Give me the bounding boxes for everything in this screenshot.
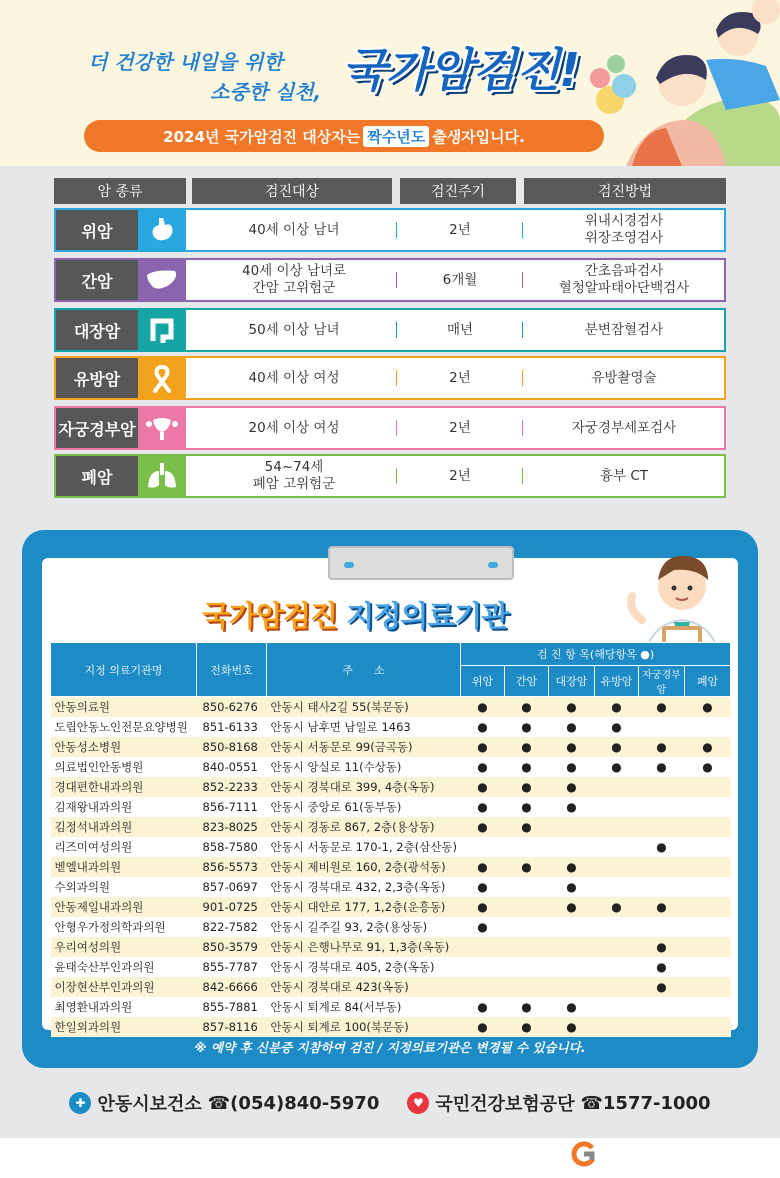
item-mark: ● <box>656 959 667 974</box>
item-mark: ● <box>685 737 731 757</box>
item-mark: ● <box>656 839 667 854</box>
target-year-banner <box>84 120 604 152</box>
table-row <box>51 817 731 837</box>
cancer-row <box>54 356 726 400</box>
table-row <box>51 997 731 1017</box>
item-mark: ● <box>477 799 488 814</box>
item-mark: ● <box>461 817 505 837</box>
table-row <box>51 1017 731 1037</box>
clinic-phone: 901-0725 <box>197 897 267 917</box>
item-mark: ● <box>461 1017 505 1037</box>
target-line1: 50세 이상 남녀 <box>248 321 340 338</box>
item-mark <box>549 817 595 837</box>
clinic-address: 안동시 퇴계로 84(서부동) <box>270 999 402 1014</box>
table-row <box>51 857 731 877</box>
item-mark <box>505 877 549 897</box>
item-mark: ● <box>566 719 577 734</box>
item-mark <box>685 957 731 977</box>
item-mark: ● <box>702 759 713 774</box>
target-line1: 20세 이상 여성 <box>248 419 340 436</box>
target-cell <box>196 456 392 496</box>
method-cell <box>526 456 722 496</box>
clinic-name: 김재왕내과의원 <box>54 799 133 814</box>
table-row <box>51 837 731 857</box>
item-mark: ● <box>521 759 532 774</box>
header-method: 검진방법 <box>524 178 726 204</box>
clinic-phone: 851-6133 <box>202 719 258 734</box>
target-cell <box>196 210 392 250</box>
method-line1: 유방촬영술 <box>591 369 657 386</box>
clinic-phone: 822-7582 <box>202 919 258 934</box>
cancer-name: 위암 <box>56 210 138 250</box>
header-target: 검진대상 <box>192 178 392 204</box>
item-mark: ● <box>595 737 639 757</box>
item-mark <box>461 977 505 997</box>
item-mark: ● <box>505 817 549 837</box>
item-mark: ● <box>549 697 595 717</box>
contact-health-center <box>69 1090 379 1116</box>
item-mark <box>461 837 505 857</box>
clinic-phone: 856-5573 <box>197 857 267 877</box>
item-mark <box>639 1017 685 1037</box>
item-mark <box>505 897 549 917</box>
clinic-name: 안형우가정의학과의원 <box>54 919 166 934</box>
org2-phone[interactable]: ☎1577-1000 <box>580 1092 711 1114</box>
org1-name: 안동시보건소 <box>97 1094 202 1115</box>
page-title: 국가암검진! <box>342 43 580 97</box>
clinic-name: 최영환내과의원 <box>54 999 133 1014</box>
item-mark <box>595 1017 639 1037</box>
clinic-phone: 858-7580 <box>202 839 258 854</box>
clinic-name: 벧엘내과의원 <box>51 857 197 877</box>
cancer-name: 자궁경부암 <box>56 408 138 448</box>
tagline-line1: 더 건강한 내일을 위한 <box>88 50 283 74</box>
banner-suffix: 출생자입니다. <box>432 127 525 146</box>
uterus-icon <box>138 408 186 448</box>
item-mark <box>685 857 731 877</box>
item-mark: ● <box>461 697 505 717</box>
target-cell <box>196 310 392 350</box>
item-mark: ● <box>461 857 505 877</box>
item-mark <box>549 917 595 937</box>
item-mark: ● <box>505 737 549 757</box>
method-cell <box>526 260 722 300</box>
clinic-address: 안동시 경북대로 405, 2층(옥동) <box>270 959 435 974</box>
method-line2: 위장조영검사 <box>584 230 664 246</box>
item-mark <box>685 817 731 837</box>
family-illustration <box>586 0 780 166</box>
method-cell <box>526 358 722 398</box>
item-mark <box>685 977 731 997</box>
item-mark <box>639 877 685 897</box>
cycle-cell: 2년 <box>449 221 471 238</box>
target-cell <box>196 358 392 398</box>
col-item-lung: 폐암 <box>685 666 731 697</box>
item-mark: ● <box>477 719 488 734</box>
item-mark <box>461 957 505 977</box>
clinic-name: 안동제일내과의원 <box>51 897 197 917</box>
clinic-phone: 855-7787 <box>202 959 258 974</box>
stomach-icon <box>138 210 186 250</box>
cycle-cell: 2년 <box>449 419 471 436</box>
item-mark: ● <box>461 897 505 917</box>
clinic-address: 안동시 은행나무로 91, 1,3층(옥동) <box>267 937 461 957</box>
clinic-phone: 840-0551 <box>202 759 258 774</box>
target-line2: 간암 고위험군 <box>252 280 336 296</box>
item-mark <box>505 917 549 937</box>
banner-prefix: 2024년 국가암검진 대상자는 <box>163 127 361 146</box>
item-mark <box>685 837 731 857</box>
table-row <box>51 777 731 797</box>
clinic-address: 안동시 대안로 177, 1,2층(운흥동) <box>267 897 461 917</box>
clinic-address: 안동시 경동로 867, 2층(용상동) <box>267 817 461 837</box>
item-mark <box>505 957 549 977</box>
item-mark <box>595 877 639 897</box>
clinic-name: 의료법인안동병원 <box>54 759 144 774</box>
item-mark: ● <box>549 857 595 877</box>
item-mark <box>685 897 731 917</box>
clinic-address: 안동시 퇴계로 100(북문동) <box>267 1017 461 1037</box>
item-mark: ● <box>461 737 505 757</box>
item-mark <box>595 817 639 837</box>
clinic-name: 김정석내과의원 <box>51 817 197 837</box>
item-mark <box>505 977 549 997</box>
item-mark <box>639 857 685 877</box>
method-cell <box>526 210 722 250</box>
item-mark <box>685 1017 731 1037</box>
target-line1: 40세 이상 남녀로 <box>241 263 346 279</box>
liver-icon <box>138 260 186 300</box>
clinic-address: 안동시 앙실로 11(수상동) <box>270 759 402 774</box>
colon-icon <box>138 310 186 350</box>
target-line1: 40세 이상 여성 <box>248 369 340 386</box>
item-mark <box>505 937 549 957</box>
item-mark: ● <box>505 857 549 877</box>
item-mark <box>639 997 685 1017</box>
item-mark: ● <box>549 897 595 917</box>
clinic-table <box>50 642 731 1037</box>
method-line1: 흉부 CT <box>599 467 649 484</box>
item-mark <box>595 937 639 957</box>
health-center-logo-icon: ✚ <box>69 1092 91 1114</box>
col-items-group: 검 진 항 목(해당항목 ●) <box>461 643 731 666</box>
ribbon-icon <box>138 358 186 398</box>
cancer-name: 폐암 <box>56 456 138 496</box>
clinic-phone: 857-8116 <box>197 1017 267 1037</box>
lungs-icon <box>138 456 186 496</box>
item-mark <box>639 797 685 817</box>
item-mark: ● <box>566 999 577 1014</box>
clinic-name: 한일외과의원 <box>51 1017 197 1037</box>
clinic-address: 안동시 경북대로 399, 4층(옥동) <box>267 777 461 797</box>
item-mark <box>685 797 731 817</box>
cancer-row <box>54 208 726 252</box>
clinic-phone: 842-6666 <box>197 977 267 997</box>
item-mark: ● <box>477 759 488 774</box>
table-row <box>51 717 731 737</box>
item-mark: ● <box>639 977 685 997</box>
nhis-logo-icon: ♥ <box>407 1092 429 1114</box>
clinic-phone: 857-0697 <box>202 879 258 894</box>
footer-contacts <box>0 1086 780 1120</box>
table-row <box>51 797 731 817</box>
cancer-row <box>54 406 726 450</box>
item-mark <box>595 917 639 937</box>
clinic-address: 안동시 경북대로 432, 2,3층(옥동) <box>270 879 446 894</box>
clinic-address: 안동시 서동문로 170-1, 2층(삼산동) <box>270 839 458 854</box>
header-cycle: 검진주기 <box>400 178 516 204</box>
tagline-line2: 소중한 실천, <box>210 80 322 104</box>
item-mark: ● <box>685 697 731 717</box>
method-cell <box>526 408 722 448</box>
target-line1: 54~74세 <box>264 459 324 475</box>
item-mark: ● <box>611 719 622 734</box>
clipboard-sheet <box>42 558 738 1034</box>
item-mark: ● <box>505 1017 549 1037</box>
cancer-name: 간암 <box>56 260 138 300</box>
method-line2: 혈청알파태아단백검사 <box>558 280 690 296</box>
item-mark: ● <box>461 777 505 797</box>
header-cancer-type: 암 종류 <box>54 178 186 204</box>
clinic-section <box>0 510 780 1138</box>
method-line1: 자궁경부세포검사 <box>571 419 677 436</box>
item-mark <box>549 977 595 997</box>
clinic-name: 안동의료원 <box>51 697 197 717</box>
clinic-name: 수외과의원 <box>54 879 111 894</box>
item-mark <box>595 997 639 1017</box>
target-line2: 폐암 고위험군 <box>252 476 336 492</box>
col-address: 주 소 <box>267 643 461 697</box>
item-mark <box>595 857 639 877</box>
cycle-cell: 6개월 <box>442 271 478 288</box>
clinic-phone: 850-8168 <box>197 737 267 757</box>
item-mark: ● <box>549 777 595 797</box>
clinic-address: 안동시 서동문로 99(금곡동) <box>267 737 461 757</box>
clinic-name: 경대편한내과의원 <box>51 777 197 797</box>
clinic-name: 리즈미여성의원 <box>54 839 133 854</box>
target-line1: 40세 이상 남녀 <box>248 221 340 238</box>
item-mark: ● <box>639 897 685 917</box>
item-mark: ● <box>505 777 549 797</box>
clinic-address: 안동시 길주길 93, 2층(용상동) <box>270 919 428 934</box>
cancer-row <box>54 454 726 498</box>
table-row <box>51 697 731 717</box>
org1-phone[interactable]: ☎(054)840-5970 <box>207 1092 380 1114</box>
item-mark <box>639 817 685 837</box>
item-mark: ● <box>566 759 577 774</box>
item-mark <box>685 877 731 897</box>
header-banner <box>0 0 780 166</box>
target-cell <box>196 408 392 448</box>
item-mark: ● <box>595 697 639 717</box>
item-mark: ● <box>595 897 639 917</box>
item-mark <box>505 837 549 857</box>
col-name: 지정 의료기관명 <box>51 643 197 697</box>
item-mark: ● <box>477 999 488 1014</box>
item-mark <box>685 997 731 1017</box>
cancer-name: 대장암 <box>56 310 138 350</box>
table-row <box>51 957 731 977</box>
item-mark <box>595 837 639 857</box>
clinic-phone: 856-7111 <box>202 799 258 814</box>
clinic-address: 안동시 경북대로 423(옥동) <box>267 977 461 997</box>
cancer-name: 유방암 <box>56 358 138 398</box>
item-mark <box>595 777 639 797</box>
item-mark: ● <box>521 719 532 734</box>
clinic-name: 이장현산부인과의원 <box>51 977 197 997</box>
item-mark: ● <box>611 759 622 774</box>
banner-highlight: 짝수년도 <box>363 126 429 147</box>
item-mark <box>639 777 685 797</box>
clinic-name: 우리여성의원 <box>51 937 197 957</box>
table-row <box>51 757 731 777</box>
item-mark: ● <box>639 697 685 717</box>
item-mark <box>595 797 639 817</box>
clinic-phone: 855-7881 <box>202 999 258 1014</box>
item-mark <box>639 717 685 737</box>
col-item-liver: 간암 <box>505 666 549 697</box>
item-mark <box>685 937 731 957</box>
item-mark: ● <box>549 1017 595 1037</box>
col-phone: 전화번호 <box>197 643 267 697</box>
item-mark: ● <box>505 697 549 717</box>
item-mark <box>639 917 685 937</box>
clinic-phone: 850-3579 <box>197 937 267 957</box>
cancer-row <box>54 308 726 352</box>
clinic-phone: 850-6276 <box>197 697 267 717</box>
clinic-address: 안동시 남후면 남일로 1463 <box>270 719 411 734</box>
table-row <box>51 877 731 897</box>
item-mark <box>595 977 639 997</box>
item-mark: ● <box>566 799 577 814</box>
table-row <box>51 737 731 757</box>
item-mark: ● <box>521 999 532 1014</box>
clipboard-clip <box>328 546 514 580</box>
item-mark <box>549 837 595 857</box>
col-item-cervical: 자궁경부암 <box>639 666 685 697</box>
cancer-row <box>54 258 726 302</box>
clinic-address: 안동시 중앙로 61(동부동) <box>270 799 402 814</box>
notice-text: ※ 예약 후 신분증 지참하여 검진 / 지정의료기관은 변경될 수 있습니다. <box>194 1040 586 1055</box>
item-mark: ● <box>549 737 595 757</box>
cycle-cell: 매년 <box>446 321 474 338</box>
clinic-title-b: 지정의료기관 <box>346 599 509 633</box>
table-row <box>51 977 731 997</box>
cycle-cell: 2년 <box>449 467 471 484</box>
item-mark <box>685 917 731 937</box>
col-item-stomach: 위암 <box>461 666 505 697</box>
item-mark: ● <box>639 737 685 757</box>
item-mark: ● <box>566 879 577 894</box>
item-mark <box>685 717 731 737</box>
org2-name: 국민건강보험공단 <box>435 1094 575 1115</box>
item-mark <box>549 937 595 957</box>
method-line1: 위내시경검사 <box>584 213 664 229</box>
cycle-cell: 2년 <box>449 369 471 386</box>
clinic-name: 안동성소병원 <box>51 737 197 757</box>
col-item-breast: 유방암 <box>595 666 639 697</box>
item-mark <box>685 777 731 797</box>
method-cell <box>526 310 722 350</box>
item-mark: ● <box>521 799 532 814</box>
item-mark <box>461 937 505 957</box>
clinic-panel <box>22 530 758 1068</box>
item-mark: ● <box>639 937 685 957</box>
publisher-logo-icon <box>570 1140 598 1168</box>
table-row <box>51 937 731 957</box>
clinic-name: 도립안동노인전문요양병원 <box>54 719 188 734</box>
item-mark: ● <box>477 879 488 894</box>
item-mark <box>549 957 595 977</box>
target-cell <box>196 260 392 300</box>
col-item-colon: 대장암 <box>549 666 595 697</box>
item-mark <box>595 957 639 977</box>
table-row <box>51 917 731 937</box>
clinic-phone: 852-2233 <box>197 777 267 797</box>
clinic-address: 안동시 제비원로 160, 2층(광석동) <box>267 857 461 877</box>
cancer-screening-table <box>0 166 780 510</box>
item-mark: ● <box>656 759 667 774</box>
clinic-phone: 823-8025 <box>197 817 267 837</box>
item-mark: ● <box>477 919 488 934</box>
table-row <box>51 897 731 917</box>
clinic-title-a: 국가암검진 <box>202 599 338 633</box>
clinic-title <box>202 594 508 635</box>
method-line1: 간초음파검사 <box>584 263 664 279</box>
clinic-address: 안동시 태사2길 55(북문동) <box>267 697 461 717</box>
clinic-name: 윤태숙산부인과의원 <box>54 959 155 974</box>
contact-nhis <box>407 1090 710 1116</box>
method-line1: 분변잠혈검사 <box>584 321 664 338</box>
